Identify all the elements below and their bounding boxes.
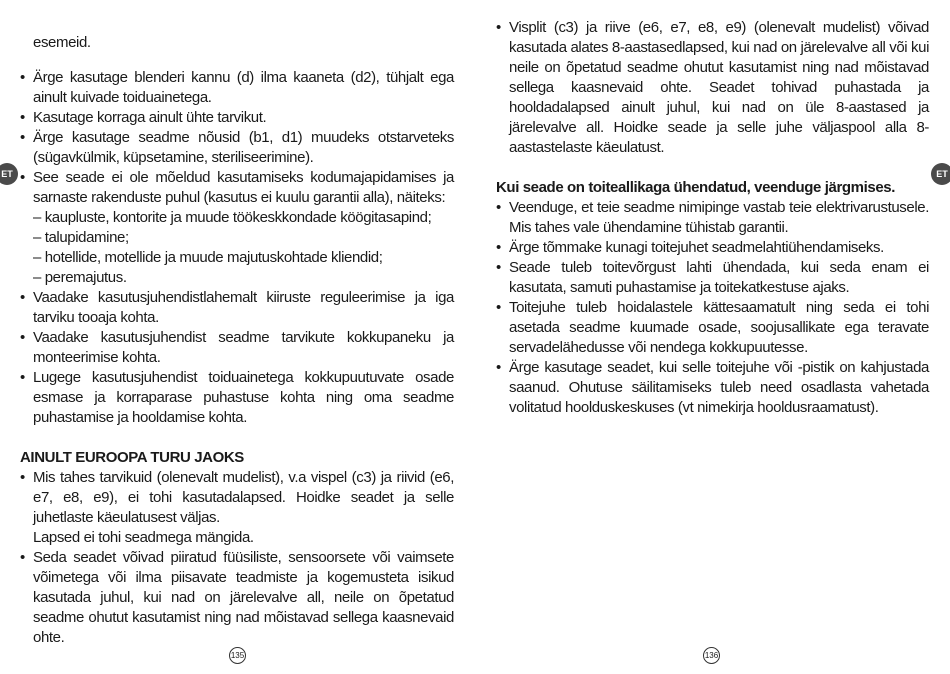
list-item: • Mis tahes tarvikuid (olenevalt mudelist), v.a vispel (c3) ja riivid (e6, e7, e8, e9), ei tohi kasutadalapsed. Hoidke seadet ja selle juhetlaste käeulatusest väljas. <box>20 468 454 528</box>
list-item: • Vaadake kasutusjuhendist seadme tarvikute kokkupaneku ja monteerimise kohta. <box>20 328 454 368</box>
section-heading: AINULT EUROOPA TURU JAOKS <box>20 449 244 466</box>
list-item: • Seade tuleb toitevõrgust lahti ühendada, kui seda enam ei kasutata, samuti puhastamise ja toitekatkestuse ajaks. <box>496 258 929 298</box>
list-item: • Kasutage korraga ainult ühte tarvikut. <box>20 108 454 128</box>
page-number-left: 135 <box>229 647 246 664</box>
list-item: • Lugege kasutusjuhendist toiduainetega kokkupuutuvate osade esmase ja korraparase puhastuse kohta ning oma seadme puhastamise ja hooldamise kohta. <box>20 368 454 428</box>
section-heading: Kui seade on toiteallikaga ühendatud, veenduge järgmises. <box>496 179 895 196</box>
list-item-continuation: Lapsed ei tohi seadmega mängida. <box>33 529 254 546</box>
list-item: • Seda seadet võivad piiratud füüsiliste, sensoorsete või vaimsete võimetega või ilma piisavate teadmiste ja kogemusteta isikud kasutada juhul, kui nad on järelevalve all, neile on õpetatud seadme ohutut kasutamist ning nad mõistavad sellega kaasnevaid ohte. <box>20 548 454 648</box>
list-item: • Vaadake kasutusjuhendistlahemalt kiiruste reguleerimise ja iga tarviku tooaja kohta. <box>20 288 454 328</box>
list-item: • Ärge kasutage blenderi kannu (d) ilma kaaneta (d2), tühjalt ega ainult kuivade toiduainetega. <box>20 68 454 108</box>
right-page <box>496 18 929 418</box>
dash-item: – hotellide, motellide ja muude majutuskohtade kliendid; <box>33 249 383 266</box>
dash-item: – kaupluste, kontorite ja muude töökeskkondade köögitasapind; <box>33 209 432 226</box>
list-item: • Veenduge, et teie seadme nimipinge vastab teie elektrivarustusele. Mis tahes vale ühendamine tühistab garantii. <box>496 198 929 238</box>
left-page <box>20 18 454 648</box>
list-item: • See seade ei ole mõeldud kasutamiseks kodumajapidamises ja sarnaste rakenduste puhul (kasutus ei kuulu garantii alla), näiteks: <box>20 168 454 208</box>
lead-text: esemeid. <box>33 34 91 51</box>
list-item: • Ärge tõmmake kunagi toitejuhet seadmelahtiühendamiseks. <box>496 238 929 258</box>
dash-item: – talupidamine; <box>33 229 129 246</box>
list-item: • Ärge kasutage seadme nõusid (b1, d1) muudeks otstarveteks (sügavkülmik, küpsetamine, steriliseerimine). <box>20 128 454 168</box>
language-tab-left: ET <box>0 163 18 185</box>
list-item: • Toitejuhe tuleb hoidalastele kättesaamatult ning seda ei tohi asetada seadme kuumade osade, soojusallikate ega teravate servadelähedusse või nendega kokkupuutesse. <box>496 298 929 358</box>
language-tab-right: ET <box>931 163 950 185</box>
list-item: • Visplit (c3) ja riive (e6, e7, e8, e9) (olenevalt mudelist) võivad kasutada alates 8-aastasedlapsed, kui nad on järelevalve all või kui neile on õpetatud seadme ohutut kasutamist ning nad mõistavad sellega kaasnevaid ohte. Seadet tohivad puhastada ja hooldadalapsed ainult juhul, kui nad on üle 8-aastased ja järelevalve all. Hoidke seade ja selle juhe väljaspool alla 8-aastastelaste käeulatust. <box>496 18 929 158</box>
list-item: • Ärge kasutage seadet, kui selle toitejuhe või -pistik on kahjustada saanud. Ohutuse säilitamiseks tuleb need osadlasta vahetada volitatud hoolduskeskuses (vt nimekirja hooldusraamatust). <box>496 358 929 418</box>
dash-item: – peremajutus. <box>33 269 127 286</box>
page-number-right: 136 <box>703 647 720 664</box>
